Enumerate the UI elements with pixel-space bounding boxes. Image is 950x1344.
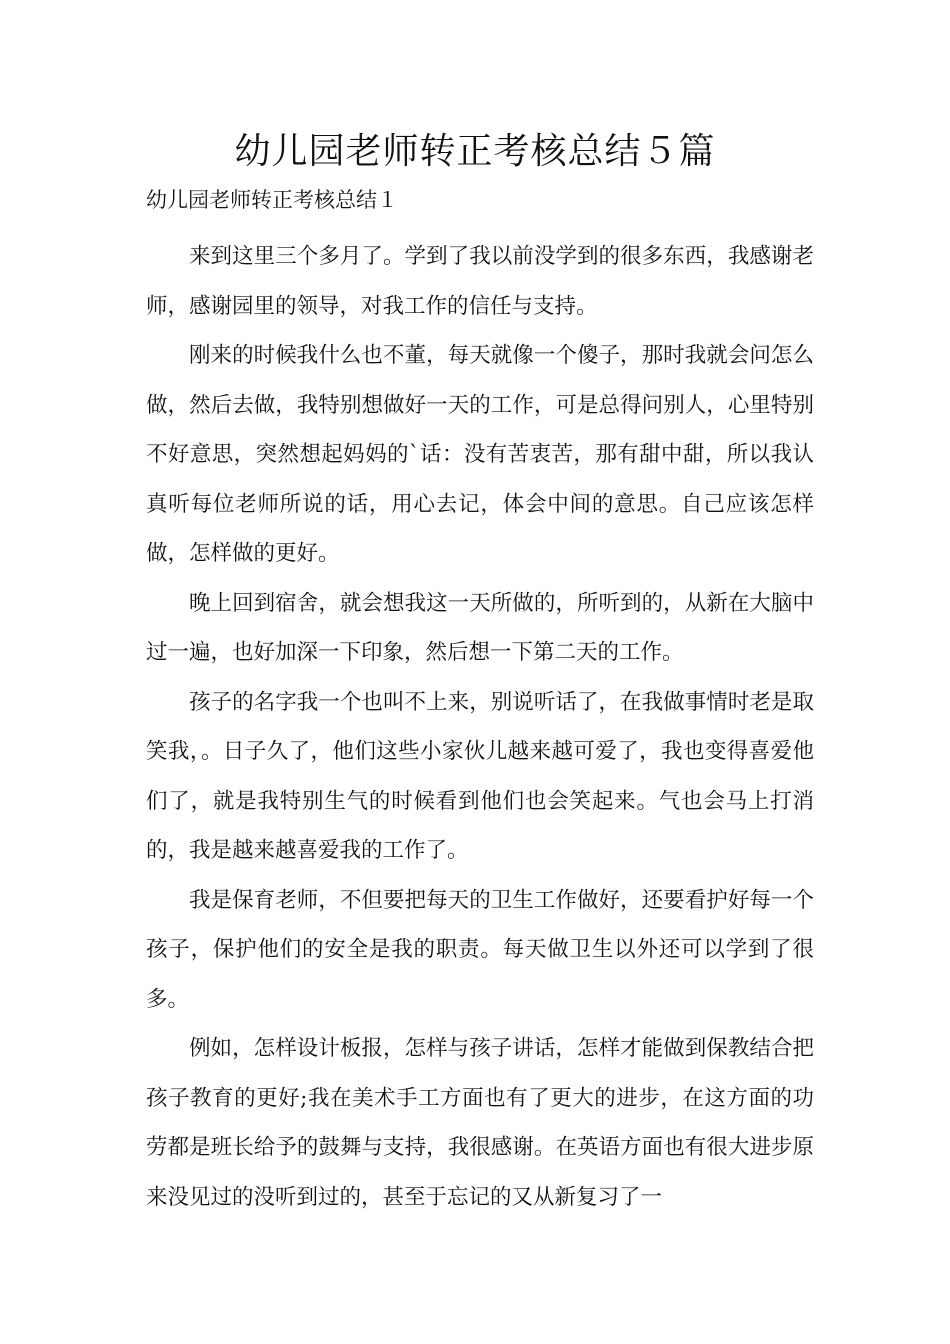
- document-body: [146, 232, 814, 1222]
- paragraph-4: 孩子的名字我一个也叫不上来，别说听话了，在我做事情时老是取笑我，。日子久了，他们这些小家伙儿越来越可爱了，我也变得喜爱他们了，就是我特别生气的时候看到他们也会笑起来。气也会马上打消的，我是越来越喜爱我的工作了。: [146, 689, 814, 863]
- paragraph-1: 来到这里三个多月了。学到了我以前没学到的很多东西，我感谢老师，感谢园里的领导，对我工作的信任与支持。: [146, 244, 814, 319]
- document-title: 幼儿园老师转正考核总结５篇: [234, 131, 716, 172]
- section-heading: 幼儿园老师转正考核总结１: [146, 188, 398, 212]
- paragraph-2: 刚来的时候我什么也不董，每天就像一个傻子，那时我就会问怎么做，然后去做，我特别想做好一天的工作，可是总得问别人，心里特别不好意思，突然想起妈妈的`话：没有苦衷苦，那有甜中甜，所以我认真听每位老师所说的话，用心去记，体会中间的意思。自己应该怎样做，怎样做的更好。: [146, 343, 814, 566]
- paragraph-5: 我是保育老师，不但要把每天的卫生工作做好，还要看护好每一个孩子，保护他们的安全是我的职责。每天做卫生以外还可以学到了很多。: [146, 887, 814, 1012]
- paragraph-3: 晚上回到宿舍，就会想我这一天所做的，所听到的，从新在大脑中过一遍，也好加深一下印象，然后想一下第二天的工作。: [146, 590, 814, 665]
- paragraph-6: 例如，怎样设计板报，怎样与孩子讲话，怎样才能做到保教结合把孩子教育的更好;我在美术手工方面也有了更大的进步，在这方面的功劳都是班长给予的鼓舞与支持，我很感谢。在英语方面也有很大进步原来没见过的没听到过的，甚至于忘记的又从新复习了一: [146, 1036, 814, 1210]
